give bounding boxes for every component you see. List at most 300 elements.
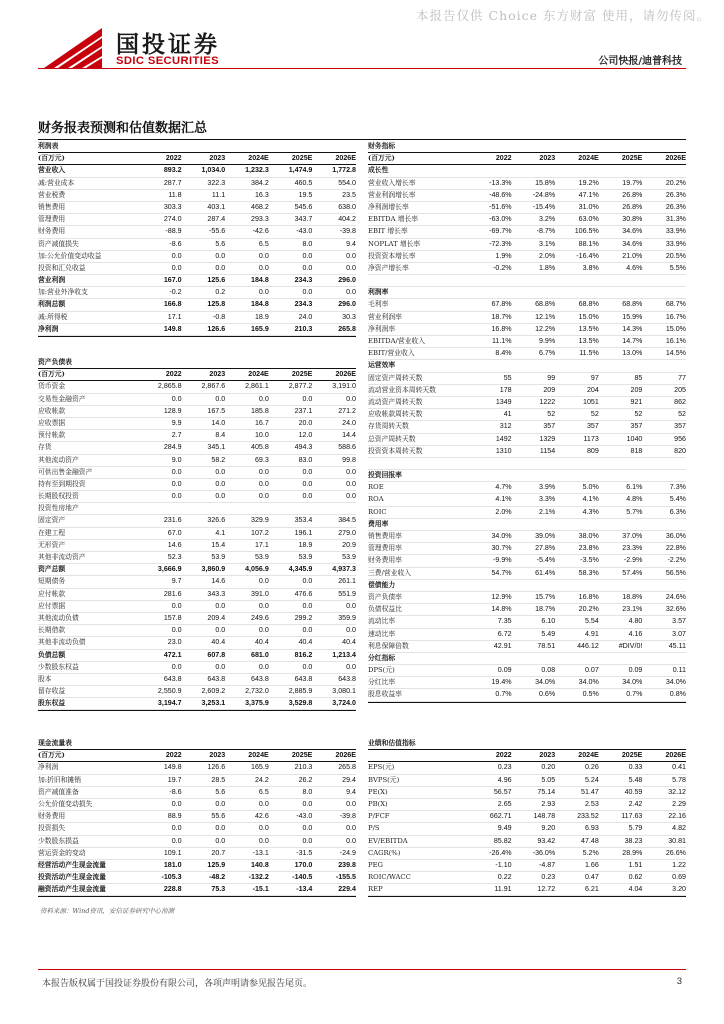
cell-value: 117.63: [621, 812, 643, 821]
cell-value: 818: [630, 446, 643, 455]
row-label: 成长性: [368, 166, 389, 175]
cell-value: 3,666.9: [157, 565, 182, 574]
year-header: 2023: [209, 154, 226, 163]
cell-value: 42.91: [493, 641, 512, 650]
row-label: 减:所得税: [38, 312, 68, 321]
table-row: [38, 836, 356, 848]
cell-value: 12.2%: [535, 324, 556, 333]
row-label: 营业收入增长率: [368, 178, 416, 187]
row-label: 其他非流动负债: [38, 638, 86, 647]
cell-value: 11.5%: [579, 349, 599, 358]
table-row: [38, 491, 356, 503]
cell-value: 20.9: [342, 540, 356, 549]
table-row: [368, 421, 686, 433]
table-title-row: [38, 738, 356, 750]
cell-value: 2.0%: [539, 251, 556, 260]
row-label: 投资资本周转天数: [368, 446, 423, 455]
table-row: [38, 552, 356, 564]
cell-value: 14.8%: [491, 605, 512, 614]
table-row: [368, 312, 686, 324]
year-header: 2026E: [665, 154, 686, 163]
row-label: 净利润: [38, 324, 59, 333]
unit-label: (百万元): [368, 154, 395, 163]
cell-value: 0.09: [628, 666, 643, 675]
row-label: 资产总额: [38, 565, 66, 574]
row-label: 减:营业成本: [38, 178, 75, 187]
cell-value: 0.0: [302, 626, 313, 635]
cell-value: 343.3: [207, 589, 226, 598]
cell-value: 0.0: [258, 467, 269, 476]
cell-value: 0.41: [672, 763, 686, 772]
table-row: [368, 470, 686, 482]
row-label: 利息保障倍数: [368, 641, 409, 650]
cell-value: 167.0: [163, 276, 182, 285]
cell-value: 34.6%: [622, 239, 643, 248]
cell-value: 52: [590, 410, 599, 419]
row-label: REP: [368, 885, 383, 894]
cell-value: 1.66: [584, 860, 599, 869]
cell-value: 0.0: [258, 577, 269, 586]
row-label: 投资活动产生现金流量: [38, 873, 106, 882]
row-label: 少数股东损益: [38, 836, 79, 845]
page-title: 财务报表预测和估值数据汇总: [38, 117, 686, 140]
cell-value: 26.6%: [665, 848, 686, 857]
cell-value: 1051: [583, 397, 599, 406]
cell-value: 9.4: [346, 239, 356, 248]
cell-value: 99: [547, 373, 556, 382]
cell-value: -42.6: [252, 227, 269, 236]
row-label: EBIT 增长率: [368, 227, 408, 236]
cell-value: 2,865.8: [157, 382, 182, 391]
cell-value: 36.0%: [665, 532, 686, 540]
year-header: 2025E: [621, 751, 643, 760]
cell-value: 0.0: [346, 467, 356, 476]
cell-value: 0.20: [541, 763, 556, 772]
table-row: [368, 482, 686, 494]
table-row: [368, 336, 686, 348]
cell-value: 0.0: [171, 836, 182, 845]
row-label: EBITDA/营业收入: [368, 337, 426, 345]
cell-value: 0.0: [258, 601, 269, 610]
row-label: 可供出售金融资产: [38, 467, 93, 476]
cell-value: 0.0: [215, 601, 226, 610]
table-row: [38, 848, 356, 860]
cell-value: 265.8: [338, 324, 356, 333]
cell-value: 0.0: [258, 288, 269, 297]
cell-value: 4.80: [628, 617, 643, 626]
cell-value: 3,253.1: [201, 699, 226, 708]
row-label: BVPS(元): [368, 775, 400, 784]
row-label: 投资资本增长率: [368, 251, 416, 260]
cell-value: 0.0: [171, 394, 182, 403]
table-row: [368, 385, 686, 397]
cell-value: 209.4: [207, 613, 226, 622]
row-label: 股东权益: [38, 699, 66, 708]
cell-value: 8.4%: [495, 349, 512, 358]
cell-value: 17.1: [167, 312, 182, 321]
cell-value: 0.0: [258, 251, 269, 260]
cell-value: 1492: [495, 434, 512, 443]
cell-value: 0.0: [171, 263, 182, 272]
cell-value: 3,375.9: [245, 699, 269, 708]
cell-value: 0.0: [346, 479, 356, 488]
cell-value: 126.6: [207, 763, 226, 772]
cell-value: -2.2%: [667, 556, 686, 565]
cell-value: 3.1%: [539, 239, 556, 248]
cell-value: 14.7%: [622, 337, 643, 345]
cell-value: 0.0: [346, 251, 356, 260]
cell-value: 0.0: [302, 288, 313, 297]
cell-value: -140.5: [292, 873, 313, 882]
row-label: 经营活动产生现金流量: [38, 860, 106, 869]
cell-value: 0.08: [541, 666, 556, 675]
cell-value: 196.1: [294, 528, 313, 537]
cell-value: 149.8: [163, 763, 182, 772]
cell-value: 1.22: [672, 860, 686, 869]
cell-value: 11.1: [211, 190, 226, 199]
row-label: 资产负债率: [368, 592, 402, 601]
cell-value: 0.0: [346, 288, 356, 297]
table-row: [368, 884, 686, 896]
cell-value: 357: [543, 422, 556, 431]
row-label: 营业税费: [38, 190, 66, 199]
row-label: 交易性金融资产: [38, 394, 86, 403]
row-label: 利润率: [368, 288, 389, 297]
cell-value: 27.8%: [535, 544, 556, 553]
cell-value: 391.0: [251, 589, 269, 598]
cell-value: 38.23: [624, 836, 643, 845]
row-label: 净利润率: [368, 324, 396, 333]
cell-value: 0.2: [215, 288, 226, 297]
row-label: 净利润: [38, 763, 59, 772]
table-row: [368, 397, 686, 409]
row-label: 三费/营业收入: [368, 568, 412, 577]
row-label: 股息收益率: [368, 690, 402, 699]
cell-value: 209: [630, 385, 643, 394]
cell-value: 210.3: [294, 324, 313, 333]
table-row: [368, 507, 686, 519]
table-row: [38, 686, 356, 698]
cell-value: 34.0%: [578, 678, 599, 687]
row-label: ROE: [368, 483, 384, 492]
row-label: 持有至到期投资: [38, 479, 86, 488]
cell-value: 265.8: [338, 763, 356, 772]
cell-value: 3.57: [672, 617, 686, 626]
cell-value: 0.0: [346, 799, 356, 808]
cell-value: 23.5: [342, 190, 356, 199]
table-row: [368, 762, 686, 774]
cell-value: 6.1%: [626, 483, 643, 492]
cash-flow-table: [38, 738, 356, 897]
cell-value: 0.26: [584, 763, 599, 772]
cell-value: 281.6: [163, 589, 182, 598]
table-row: [38, 394, 356, 406]
cell-value: 170.0: [294, 860, 313, 869]
cell-value: 11.91: [494, 885, 512, 894]
cell-value: 3,529.8: [288, 699, 313, 708]
cell-value: 3,080.1: [332, 687, 356, 696]
cell-value: 2.7: [171, 431, 182, 440]
cell-value: 357: [586, 422, 599, 431]
year-header: 2022: [495, 751, 512, 760]
cell-value: 5.79: [628, 824, 643, 833]
table-row: [368, 653, 686, 665]
table-row: [38, 202, 356, 214]
cell-value: 231.6: [163, 516, 182, 525]
cell-value: 6.10: [541, 617, 556, 626]
cell-value: 545.6: [294, 202, 313, 211]
cell-value: 284.9: [163, 443, 182, 452]
cell-value: 85.82: [493, 836, 512, 845]
cell-value: 0.0: [171, 662, 182, 671]
table-row: [38, 811, 356, 823]
cell-value: 34.6%: [622, 227, 643, 236]
cell-value: 0.0: [171, 479, 182, 488]
cell-value: 30.7%: [491, 544, 512, 553]
table-header-row: [38, 369, 356, 381]
row-label: 存货: [38, 443, 52, 452]
cell-value: 107.2: [251, 528, 269, 537]
cell-value: 23.8%: [578, 544, 599, 553]
cell-value: 0.0: [302, 836, 313, 845]
row-label: 营业利润增长率: [368, 190, 416, 199]
cell-value: 40.4: [342, 638, 356, 647]
footer-divider: [38, 969, 686, 970]
cell-value: 2,877.2: [288, 382, 313, 391]
cell-value: 405.8: [251, 443, 269, 452]
cell-value: 85: [634, 373, 643, 382]
cell-value: 2.0%: [495, 507, 512, 516]
row-label: 无形资产: [38, 540, 66, 549]
cell-value: 0.0: [171, 824, 182, 833]
footer-disclaimer: 本报告版权属于国投证券股份有限公司，各项声明请参见报告尾页。: [42, 979, 313, 989]
cell-value: 249.6: [251, 613, 269, 622]
cell-value: 0.0: [258, 824, 269, 833]
cell-value: 4,056.9: [245, 565, 269, 574]
row-label: 短期债务: [38, 577, 66, 586]
cell-value: 0.0: [215, 626, 226, 635]
row-label: PB(X): [368, 799, 388, 808]
cell-value: 0.0: [215, 824, 226, 833]
cell-value: 68.7%: [665, 300, 686, 309]
cell-value: 166.8: [163, 300, 182, 309]
cell-value: 4,937.3: [332, 565, 356, 574]
cell-value: 234.3: [294, 276, 313, 285]
table-row: [368, 872, 686, 884]
cell-value: 41: [503, 410, 512, 419]
table-row: [38, 455, 356, 467]
row-label: 应付帐款: [38, 589, 66, 598]
row-label: 预付帐款: [38, 431, 66, 440]
row-label: 流动资产周转天数: [368, 397, 423, 406]
row-label: 资产减值损失: [38, 239, 79, 248]
cell-value: 45.11: [668, 641, 686, 650]
cell-value: 5.54: [584, 617, 599, 626]
table-row: [38, 430, 356, 442]
row-label: NOPLAT 增长率: [368, 239, 421, 248]
cell-value: 126.6: [207, 324, 226, 333]
row-label: 利润总额: [38, 300, 66, 309]
cell-value: 58.3%: [578, 568, 599, 577]
cell-value: 820: [674, 446, 686, 455]
cell-value: 3.20: [672, 885, 686, 894]
table-row: [38, 564, 356, 576]
table-row: [368, 434, 686, 446]
cell-value: 0.62: [628, 873, 643, 882]
cell-value: 26.2: [298, 775, 313, 784]
cell-value: 0.0: [302, 479, 313, 488]
table-row: [368, 689, 686, 701]
cell-value: 0.0: [302, 601, 313, 610]
cell-value: 28.9%: [622, 848, 643, 857]
cell-value: 1173: [583, 434, 599, 443]
row-label: 其他流动负债: [38, 613, 79, 622]
cell-value: 357: [674, 422, 686, 431]
cell-value: 9.9%: [539, 337, 556, 345]
cell-value: 24.2: [254, 775, 269, 784]
row-label: 毛利率: [368, 300, 389, 309]
cell-value: 56.5%: [665, 568, 686, 577]
cell-value: 5.6: [215, 787, 226, 796]
cell-value: 52: [678, 410, 686, 419]
cell-value: 20.5%: [665, 251, 686, 260]
cell-value: -0.8: [212, 312, 226, 321]
row-label: 分红指标: [368, 653, 396, 662]
cell-value: 52: [634, 410, 643, 419]
cell-value: 0.0: [258, 492, 269, 501]
cell-value: 53.9: [298, 553, 313, 561]
cell-value: 0.0: [171, 799, 182, 808]
cell-value: 12.0: [298, 431, 313, 440]
table-row: [368, 190, 686, 202]
cell-value: 0.0: [302, 492, 313, 501]
cell-value: 20.7: [211, 848, 226, 857]
cell-value: 4.1%: [582, 495, 599, 504]
cell-value: 7.35: [497, 617, 512, 626]
table-row: [368, 348, 686, 360]
cell-value: -88.9: [165, 227, 182, 236]
balance-sheet-table: [38, 357, 356, 711]
table-row: [38, 312, 356, 324]
cell-value: 0.0: [302, 799, 313, 808]
table-title-row: [368, 141, 686, 153]
cell-value: -43.0: [296, 812, 313, 821]
cell-value: -48.2: [209, 873, 226, 882]
cell-value: 14.3%: [622, 324, 643, 333]
cell-value: 5.24: [584, 775, 599, 784]
cell-value: 4,345.9: [288, 565, 313, 574]
cell-value: 809: [586, 446, 599, 455]
row-label: 投资和汇兑收益: [38, 263, 86, 272]
row-label: ROIC: [368, 507, 387, 516]
table-header-row: [38, 750, 356, 762]
cell-value: 5.5%: [669, 263, 686, 272]
cell-value: 167.5: [207, 406, 226, 415]
cell-value: 237.1: [294, 406, 313, 415]
year-header: 2023: [539, 154, 556, 163]
table-header-row: [368, 153, 686, 165]
year-header: 2023: [209, 370, 226, 379]
cell-value: 4.91: [584, 629, 599, 638]
table-row: [38, 698, 356, 710]
table-row: [368, 775, 686, 787]
table-row: [38, 503, 356, 515]
cell-value: 63.0%: [578, 215, 599, 224]
cell-value: 0.0: [215, 836, 226, 845]
row-label: EBIT/营业收入: [368, 349, 415, 358]
table-row: [368, 811, 686, 823]
cell-value: -63.0%: [489, 215, 512, 224]
cell-value: 296.0: [338, 276, 356, 285]
year-header: 2024E: [578, 154, 599, 163]
cell-value: 2,861.1: [245, 382, 269, 391]
table-row: [368, 324, 686, 336]
cell-value: 54.7%: [491, 568, 512, 577]
table-bottom-rule: [368, 896, 686, 897]
row-label: EPS(元): [368, 763, 395, 772]
cell-value: 209: [543, 385, 556, 394]
cell-value: 20.2%: [665, 178, 686, 187]
cell-value: 0.8%: [669, 690, 686, 699]
cell-value: 67.0: [167, 528, 182, 537]
cell-value: 88.9: [167, 812, 182, 821]
row-label: 净利润增长率: [368, 202, 409, 211]
cell-value: 607.8: [207, 650, 226, 659]
cell-value: 125.8: [207, 300, 226, 309]
table-title-row: [368, 738, 686, 750]
cell-value: 16.7%: [665, 312, 686, 321]
cell-value: 4.04: [628, 885, 643, 894]
cell-value: 554.0: [338, 178, 356, 187]
year-header: 2025E: [291, 370, 313, 379]
cell-value: 181.0: [163, 860, 182, 869]
year-header: 2025E: [291, 154, 313, 163]
cell-value: -72.3%: [489, 239, 512, 248]
cell-value: 0.0: [171, 601, 182, 610]
cell-value: -8.6: [169, 787, 182, 796]
cell-value: 97: [590, 373, 599, 382]
cell-value: -5.4%: [536, 556, 556, 565]
table-row: [368, 641, 686, 653]
cell-value: 78.51: [537, 641, 556, 650]
cell-value: 16.7: [254, 418, 269, 427]
cell-value: 0.0: [171, 251, 182, 260]
cell-value: 40.4: [298, 638, 313, 647]
cell-value: 18.8%: [622, 592, 643, 601]
cell-value: -155.5: [335, 873, 356, 882]
cell-value: 30.81: [668, 836, 686, 845]
cell-value: 3.8%: [582, 263, 599, 272]
cell-value: 956: [674, 434, 686, 443]
table-row: [38, 650, 356, 662]
cell-value: 0.0: [346, 824, 356, 833]
cell-value: 148.78: [533, 812, 556, 821]
cell-value: 234.3: [294, 300, 313, 309]
cell-value: 7.3%: [669, 483, 686, 492]
row-label: 货币资金: [38, 382, 66, 391]
unit-label: (百万元): [38, 154, 65, 163]
cell-value: 0.0: [215, 479, 226, 488]
table-row: [38, 589, 356, 601]
table-header-row: [38, 153, 356, 165]
cell-value: 31.0%: [578, 202, 599, 211]
cell-value: 4.1%: [495, 495, 512, 504]
cell-value: -31.5: [296, 848, 313, 857]
cell-value: 53.9: [342, 553, 356, 561]
cell-value: 5.78: [672, 775, 686, 784]
row-label: 负债权益比: [368, 605, 402, 614]
cell-value: 643.8: [294, 674, 313, 683]
